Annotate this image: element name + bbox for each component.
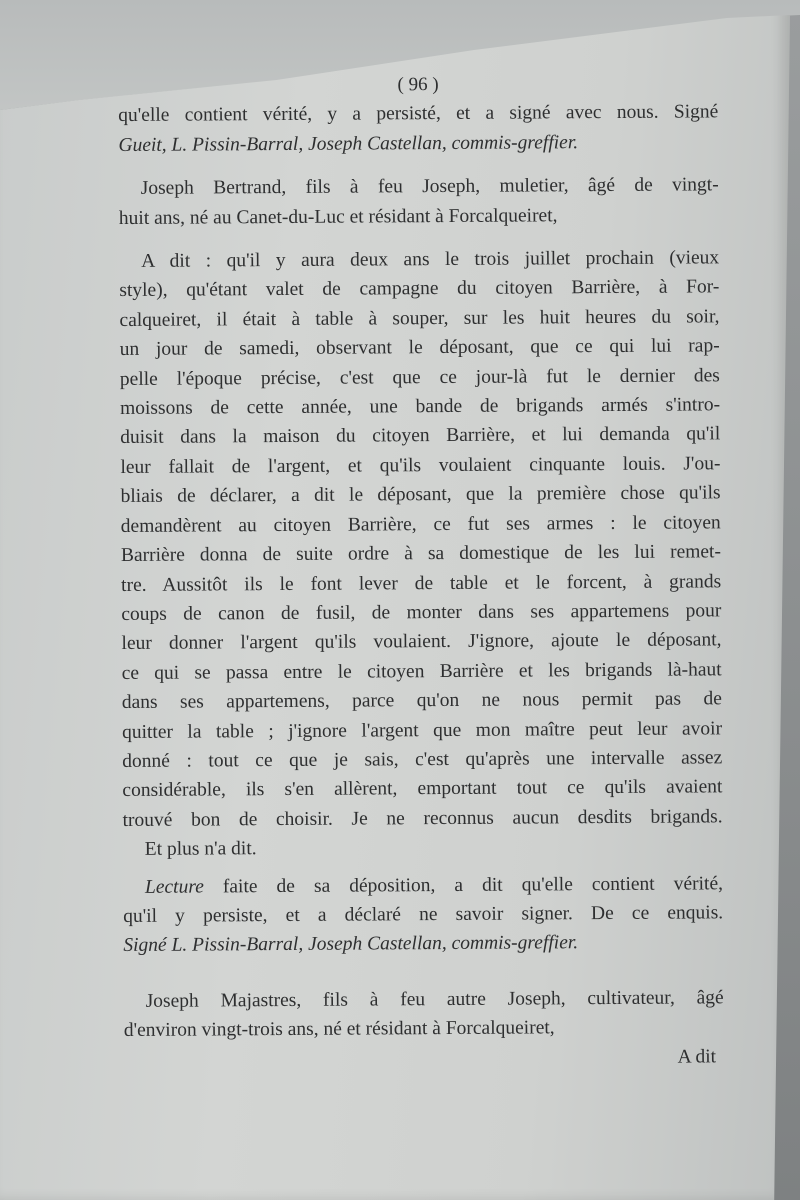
text-line: huit ans, né au Canet-du-Luc et résidant à Forcalqueiret, xyxy=(118,204,558,229)
text-line: A dit : qu'il y aura deux ans le trois juillet prochain (vieux xyxy=(141,247,720,272)
text-line: un jour de samedi, observant le déposant, que ce qui lui rap- xyxy=(119,335,720,361)
text-line: coups de canon de fusil, de monter dans ses appartemens pour xyxy=(121,600,722,625)
catchword: A dit xyxy=(677,1045,717,1068)
text-line: style), qu'étant valet de campagne du citoyen Barrière, à For- xyxy=(119,276,720,302)
text-line: Et plus n'a dit. xyxy=(144,838,257,861)
text-line: qu'elle contient vérité, y a persisté, et a signé avec nous. Signé xyxy=(118,101,719,127)
text-line: trouvé bon de choisir. Je ne reconnus aucun desdits brigands. xyxy=(122,806,723,831)
text-line: dans ses appartemens, parce qu'on ne nous permit pas de xyxy=(121,688,722,714)
text-line: pelle l'époque précise, c'est que ce jour-là fut le dernier des xyxy=(119,364,720,390)
paragraph-witness-majastres xyxy=(124,983,724,1045)
paragraph-witness-bertrand xyxy=(119,171,719,233)
text-line: bliais de déclarer, a dit le déposant, que la première chose qu'ils xyxy=(120,482,721,508)
text-line: Lecture faite de sa déposition, a dit qu'elle contient vérité, xyxy=(144,872,724,898)
text-line: Joseph Majastres, fils à feu autre Joseph, cultivateur, âgé xyxy=(145,987,724,1012)
text-line: tre. Aussitôt ils le font lever de table et le forcent, à grands xyxy=(121,570,722,596)
paragraph-closing-previous xyxy=(118,98,718,160)
text-line: qu'il y persiste, et a déclaré ne savoir signer. De ce enquis. xyxy=(123,902,724,927)
text-line: leur donner l'argent qu'ils voulaient. J'ignore, ajoute le déposant, xyxy=(121,629,722,655)
text-line: demandèrent au citoyen Barrière, ce fut ses armes : le citoyen xyxy=(120,512,721,537)
paragraph-reading-signature xyxy=(123,869,724,961)
text-line: Barrière donna de suite ordre à sa domestique de les lui remet- xyxy=(120,541,722,567)
text-line: d'environ vingt-trois ans, né et résidant à Forcalqueiret, xyxy=(123,1017,555,1042)
text-line-signatures: Gueit, L. Pissin-Barral, Joseph Castellan, commis-greffier. xyxy=(118,132,579,156)
text-line: duisit dans la maison du citoyen Barrière, et lui demanda qu'il xyxy=(120,423,721,449)
text-line: Joseph Bertrand, fils à feu Joseph, muletier, âgé de vingt- xyxy=(140,174,719,200)
paragraph-deposition xyxy=(119,243,723,864)
text-line: quitter la table ; j'ignore l'argent que mon maître peut leur avoir xyxy=(121,717,723,743)
page-number: ( 96 ) xyxy=(397,74,439,96)
text-line: moissons de cette année, une bande de brigands armés s'intro- xyxy=(119,394,721,420)
text-line: ce qui se passa entre le citoyen Barrière et les brigands là-haut xyxy=(121,659,722,684)
text-line-signatures: Signé L. Pissin-Barral, Joseph Castellan, commis-greffier. xyxy=(123,932,579,957)
text-line: leur fallait de l'argent, et qu'ils voulaient cinquante louis. J'ou- xyxy=(120,453,721,478)
text-line: calqueiret, il était à table à souper, sur les huit heures du soir, xyxy=(119,306,720,331)
text-line: donné : tout ce que je sais, c'est qu'après une intervalle assez xyxy=(122,747,723,772)
text-line: considérable, ils s'en allèrent, emportant tout ce qu'ils avaient xyxy=(122,776,723,802)
page-text xyxy=(118,68,724,1075)
